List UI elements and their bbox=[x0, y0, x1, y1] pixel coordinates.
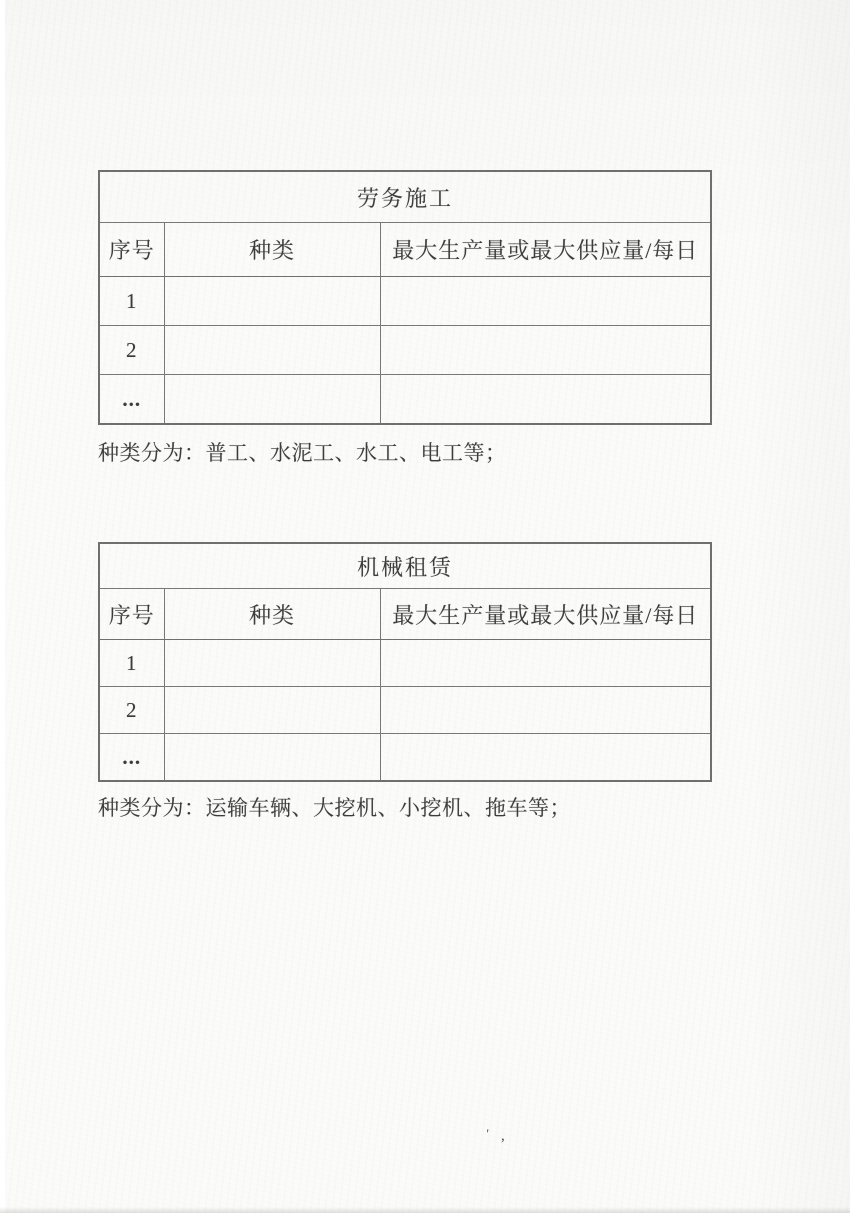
labor-header-serial: 序号 bbox=[99, 223, 164, 277]
type-cell bbox=[164, 375, 380, 425]
type-cell bbox=[164, 277, 380, 326]
capacity-cell bbox=[380, 326, 711, 375]
scan-speck: , bbox=[501, 1128, 505, 1144]
serial-cell: 1 bbox=[99, 277, 164, 326]
rental-header-capacity: 最大生产量或最大供应量/每日 bbox=[380, 589, 711, 640]
serial-cell: ... bbox=[99, 375, 164, 425]
rental-note: 种类分为：运输车辆、大挖机、小挖机、拖车等； bbox=[98, 796, 571, 820]
serial-cell: 2 bbox=[99, 326, 164, 375]
capacity-cell bbox=[380, 640, 711, 687]
table-row bbox=[99, 277, 711, 326]
rental-table bbox=[98, 542, 712, 782]
rental-header-serial: 序号 bbox=[99, 589, 164, 640]
table-row bbox=[99, 734, 711, 782]
labor-note: 种类分为：普工、水泥工、水工、电工等； bbox=[98, 441, 507, 465]
capacity-cell bbox=[380, 687, 711, 734]
labor-header-capacity: 最大生产量或最大供应量/每日 bbox=[380, 223, 711, 277]
capacity-cell bbox=[380, 734, 711, 782]
labor-table bbox=[98, 170, 712, 425]
capacity-cell bbox=[380, 277, 711, 326]
type-cell bbox=[164, 734, 380, 782]
table-row bbox=[99, 687, 711, 734]
labor-table-title: 劳务施工 bbox=[99, 171, 711, 223]
serial-cell: 2 bbox=[99, 687, 164, 734]
table-row bbox=[99, 375, 711, 425]
labor-header-type: 种类 bbox=[164, 223, 380, 277]
capacity-cell bbox=[380, 375, 711, 425]
rental-table-title: 机械租赁 bbox=[99, 543, 711, 589]
type-cell bbox=[164, 326, 380, 375]
type-cell bbox=[164, 640, 380, 687]
table-row bbox=[99, 326, 711, 375]
serial-cell: ... bbox=[99, 734, 164, 782]
type-cell bbox=[164, 687, 380, 734]
table-row bbox=[99, 640, 711, 687]
serial-cell: 1 bbox=[99, 640, 164, 687]
rental-header-type: 种类 bbox=[164, 589, 380, 640]
scan-speck: ' bbox=[485, 1125, 490, 1142]
